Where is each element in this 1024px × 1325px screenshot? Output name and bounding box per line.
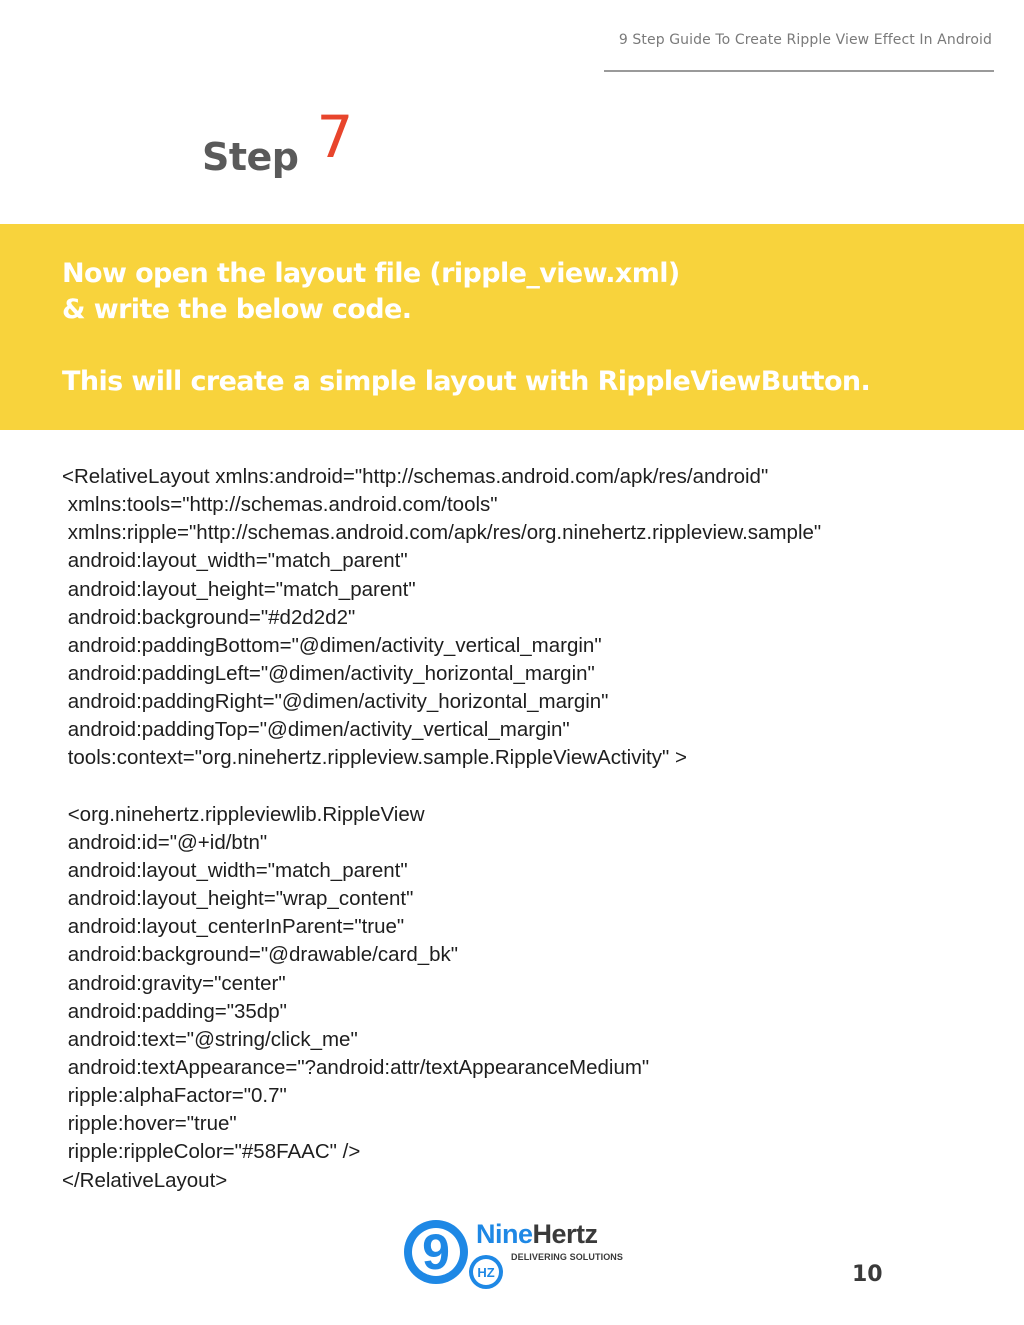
banner-text [62, 256, 870, 400]
code-line: android:padding="35dp" [62, 999, 287, 1023]
code-line: xmlns:ripple="http://schemas.android.com/apk/res/org.ninehertz.rippleview.sample" [62, 521, 822, 545]
code-line: </RelativeLayout> [62, 1168, 228, 1192]
logo-name-part2: Hertz [532, 1219, 598, 1249]
logo-tagline: DELIVERING SOLUTIONS [511, 1252, 624, 1262]
banner-line-3: This will create a simple layout with RippleViewButton. [62, 366, 871, 397]
banner-spacer [62, 328, 870, 364]
step-heading [202, 103, 354, 188]
banner-line-2: & write the below code. [62, 294, 412, 325]
banner-line-1: Now open the layout file (ripple_view.xml) [62, 258, 680, 289]
code-line: android:gravity="center" [62, 971, 286, 995]
code-line: ripple:rippleColor="#58FAAC" /> [62, 1140, 361, 1164]
logo-badge-initials: HZ [477, 1265, 495, 1280]
code-line: <RelativeLayout xmlns:android="http://schemas.android.com/apk/res/android" [62, 465, 769, 488]
running-header: 9 Step Guide To Create Ripple View Effect In Android [618, 32, 992, 48]
code-line: android:text="@string/click_me" [62, 1027, 358, 1051]
code-line: android:layout_width="match_parent" [62, 858, 408, 882]
ninehertz-logo [404, 1218, 634, 1294]
code-line: android:textAppearance="?android:attr/textAppearanceMedium" [62, 1055, 650, 1079]
code-line: <org.ninehertz.rippleviewlib.RippleView [62, 802, 425, 826]
code-line: android:layout_height="match_parent" [62, 577, 416, 601]
code-line: android:layout_centerInParent="true" [62, 915, 405, 939]
step-word: Step [202, 135, 299, 179]
code-line: ripple:alphaFactor="0.7" [62, 1084, 287, 1108]
header-rule [604, 70, 994, 72]
code-line: android:background="#d2d2d2" [62, 605, 356, 629]
step-number: 7 [316, 103, 354, 171]
logo-badge-number: 9 [422, 1224, 450, 1280]
code-line: android:paddingRight="@dimen/activity_horizontal_margin" [62, 690, 609, 714]
instruction-banner [0, 224, 1024, 430]
code-line: android:paddingTop="@dimen/activity_vertical_margin" [62, 718, 570, 742]
code-line: android:paddingLeft="@dimen/activity_horizontal_margin" [62, 661, 595, 685]
logo-wordmark [476, 1218, 598, 1250]
code-line [62, 773, 982, 801]
code-line: android:background="@drawable/card_bk" [62, 943, 459, 967]
code-block [62, 463, 982, 1195]
logo-name-part1: Nine [476, 1219, 533, 1249]
code-line: android:layout_height="wrap_content" [62, 887, 414, 911]
code-line: ripple:hover="true" [62, 1112, 237, 1136]
code-line: android:paddingBottom="@dimen/activity_vertical_margin" [62, 633, 602, 657]
page-number: 10 [852, 1262, 883, 1287]
code-line: xmlns:tools="http://schemas.android.com/tools" [62, 493, 498, 517]
code-line: android:layout_width="match_parent" [62, 549, 408, 573]
code-line: tools:context="org.ninehertz.rippleview.sample.RippleViewActivity" > [62, 746, 687, 770]
code-line: android:id="@+id/btn" [62, 830, 268, 854]
